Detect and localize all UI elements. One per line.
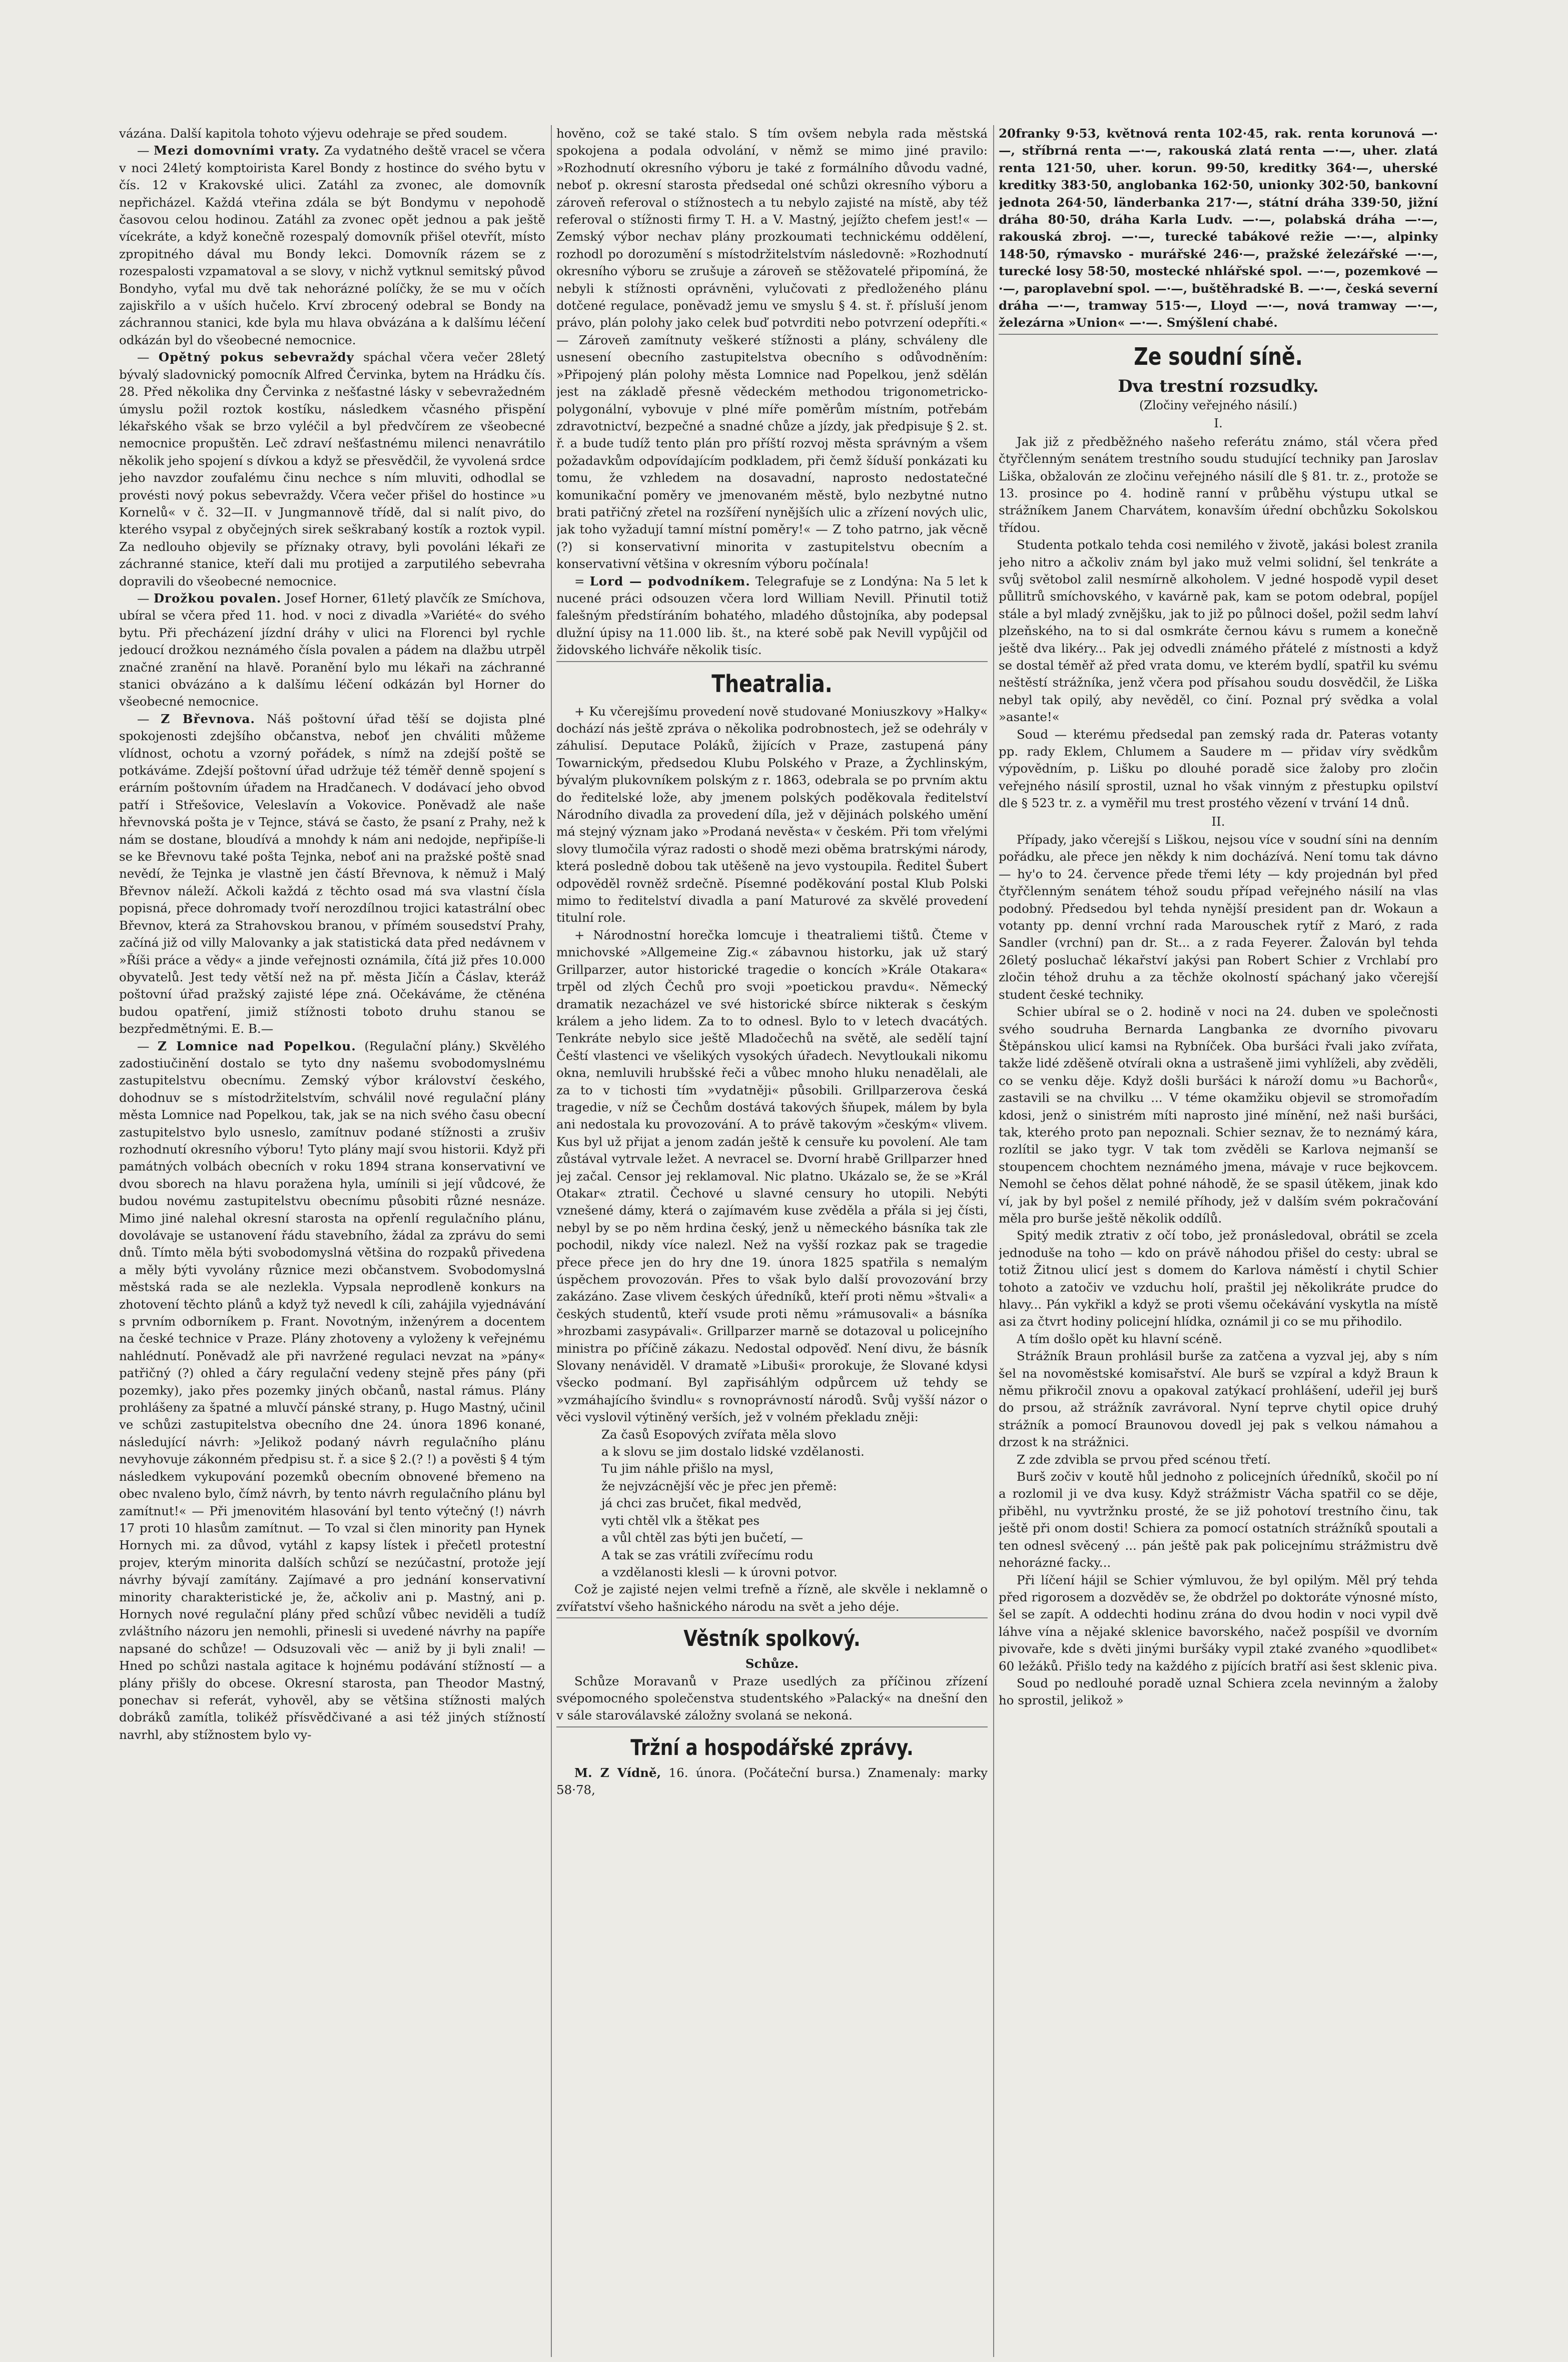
verse-line: Za časů Esopových zvířata měla slovo xyxy=(601,1427,837,1442)
court-paragraph: Studenta potkalo tehda cosi nemilého v životě, jakási bolest zranila jeho nitro a ačkoliv znám byl jako muž velmi solidní, šel tenkráte a svůj světobol zalil nesmírně alkoholem. V jedné hospodě vypil deset půllitrů smíchovského, v kavárně pak, kam se potom odebral, popíjel stále a byl mladý zvnějšku, jak to již po půlnoci došel, požil sedm lahví plzeňského, na to si dal osmkráte černou kávu s rumem a konečně ještě dva likéry... Pak jej odvedli známého přátelé z místnosti a když se dostal téměř až před vrata domu, ve kterém bydlí, spatřil ku svému neštěstí strážníka, jenž včera pod přísahou soudu dosvědčil, že Liška nebyl tak opilý, aby nevěděl, co činí. Poznal prý svědka a volal »asante!« xyxy=(999,537,1438,725)
court-paragraph: Případy, jako včerejší s Liškou, nejsou více v soudní síni na denním pořádku, ale přece jen někdy k nim docházívá. Není tomu tak dávno — hy'o to 24. července přede třemi léty — kdy projednán byl před čtyřčlenným senátem téhož soudu případ veřejného násilí na vlas podobný. Předsedou byl tehda nynější president pan dr. Wokaun a votanty pp. denní vrchní rada Marouschek rytíř z Maró, z rada Sandler (vrchní) pan dr. St... a z rada Feyerer. Žalován byl tehda 26letý posluchač lékařství jakýsi pan Robert Schier z Vrchlabí pro zločin téhož druhu a za těchže okolností spáchaný jako včerejší student české techniky. xyxy=(999,832,1438,1002)
verse-line: vyti chtěl vlk a štěkat pes xyxy=(601,1513,760,1528)
theatre-item: + Národnostní horečka lomcuje i theatraliemi tištů. Čteme v mnichovské »Allgemeine Zig.« zábavnou historku, jak už starý Grillparzer, autor historické tragedie o koncích »Krále Otakara« trpěl od zlých Čechů pro svoji »poetickou pravdu«. Německý dramatik nezacházel ve své historické sbírce nikterak s českým králem a jeho lidem. Za to to odnesl. Bylo to v letech dvacátých. Tenkráte nebylo sice ještě Mladočechů na světě, ale sedělí tajní Čeští vlastenci ve všelikých vysokých úřadech. Nevytloukali nikomu okna, nemluvili hrubšské řeči a vůbec mnoho hluku nenadělali, ale za to v tichosti tím »vydatněji« působili. Grillparzerova česká tragedie, v níž se Čechům dostává takových šňupek, málem by byla ani nedostala ku provozování. A to právě takovým »českým« vlivem. Kus byl už přijat a jenom zadán ještě k censuře ku povolení. Ale tam zůstával vytrvale ležet. A nevracel se. Dvorní hrabě Grillparzer hned jej začal. Censor jej reklamoval. Nic platno. Ukázalo se, že se »Král Otakar« ztratil. Čechové u slavné censury ho utopili. Nebýti vznešené dámy, která o zajímavém kuse zvěděla a přála si jej čísti, nebyl by se po něm hrdina český, jenž u německého básníka tak zle pochodil, nikdy více nalezl. Než na vyšší rozkaz pak se tragedie přece přece jen do hry dne 19. února 1825 spatřila s nemalým úspěchem provozován. Přes to však bylo další provozování brzy zakázáno. Zase vlivem českých úředníků, kteří proti němu »štvali« a českých studentů, kteří vsude proti němu »rámusovali« a básníka »hrozbami zasypávali«. Grillparzer marně se dotazoval u policejního ministra po příčině zákazu. Nedostal odpověď. Není divu, že básník Slovany nenáviděl. V dramatě »Libuši« prorokuje, že Slované kdysi všecko podmaní. Byl zapřisáhlým odpůrcem už tehdy se »vzmáhajícího švindlu« s rovnoprávností národů. Svůj vyšší názor o věci vyslovil výtiněný verších, jež v volném překladu zněji: xyxy=(556,927,988,1425)
column-left xyxy=(119,125,545,2357)
news-item: — Opětný pokus sebevraždy spáchal včera večer 28letý bývalý sladovnický pomocník Alfred Červinka, bytem na Hrádku čís. 28. Před několika dny Červinka z nešťastné lásky v sebevražedném úmyslu požil roztok kostíku, následkem včasného přispění lékařského však se brzo vyléčil a byl předvčírem ze všeobecné nemocnice propuštěn. Leč zdraví nešťastnému milenci nenavrátilo několik jeho spojení s dívkou a když se přesvědčil, že vyvolená srdce jeho navzdor zoufalému činu nechce s ním mluviti, odhodlal se provésti nový pokus sebevraždy. Včera večer přišel do hostince »u Kornelů« v č. 32—II. v Jungmannově třídě, dal si nalít pivo, do kterého vsypal z obyčejných sirek seškrabaný kostík a roztok vypil. Za nedlouho objevily se příznaky otravy, byli povoláni lékaři ze záchranné stanice, kteří dali mu protijed a zarputilého sebevraha dopravili do všeobecné nemocnice. xyxy=(119,350,545,588)
news-item-headline: Mezi domovními vraty. xyxy=(154,143,320,158)
news-item: = Lord — podvodníkem. Telegrafuje se z Londýna: Na 5 let k nucené práci odsouzen včera lord William Nevill. Přinutil totiž falešným předstíráním bohatého, mladého důstojníka, aby podepsal dlužní úpisy na 11.000 lib. št., na které sobě pak Nevill vypůjčil od židovského lichváře několik tisíc. xyxy=(556,573,988,658)
article-subheadline: (Zločiny veřejného násilí.) xyxy=(1139,398,1298,412)
news-item-headline: Drožkou povalen. xyxy=(153,590,282,606)
news-item: — Drožkou povalen. Josef Horner, 61letý plavčík ze Smíchova, ubíral se včera před 11. hod. v noci z divadla »Variété« do svého bytu. Při přecházení jízdní dráhy v ulici na Florenci byl rychle jedoucí drožkou neznámého čísla povalen a pádem na dlažbu utrpěl značné zranění na hlavě. Poranění bylo mu lékaři na záchranné stanici obvázáno a k dalšímu léčení odkázán byl Horner do všeobecné nemocnice. xyxy=(119,590,545,709)
subsection-title: Schůze. xyxy=(745,1656,799,1671)
article-headline: Dva trestní rozsudky. xyxy=(1118,376,1319,396)
verse-block xyxy=(556,1426,988,1581)
news-item: — Z Lomnice nad Popelkou. (Regulační plány.) Skvělého zadostiučinění dostalo se tyto dny našemu svobodomyslnému zastupitelstvu obecnímu. Zemský výbor království českého, dohodnuv se s místodržitelstvím, schválil nové regulační plány města Lomnice nad Popelkou, tak, jak se na nich svého času obecní zastupitelstvo bylo usneslo, zamítnuv podané stížnosti a zrušiv rozhodnutí okresního výboru! Tyto plány mají svou historii. Když při památných volbách obecních v roku 1894 strana konservativní ve dvou sborech na hlavu poražena hyla, umínili si její vůdcové, že budou novému zastupitelstvu obecnímu působiti různé nesnáze. Mimo jiné nalehal okresní starosta na opřenlí regulačního plánu, dovolávaje se ustanovení řádu stavebního, žádal za zprávu do semi dnů. Tímto měla býti svobodomyslná většina do rozpaků přivedena a měly býti vyvolány různice mezi občanstvem. Svobodomyslná městská rada se ale nezlekla. Vypsala neprodleně konkurs na zhotovení těchto plánů a když tyž nevedl k cíli, zahájila vyjednávání s prvním odborníkem p. Frant. Novotným, inženýrem a docentem na české technice v Praze. Plány zhotoveny a vyloženy k veřejnému nahlédnutí. Poněvadž ale při navržené regulaci nevzat na »pány« patřičný (?) ohled a čáry regulační vedeny stejně přes pány (při pozemky), jako přes pozemky jiných občanů, nastal rámus. Plány prohlášeny za špatné a mluvčí pánské strany, p. Hugo Mastný, učinil ve schůzi zastupitelstva obecního dne 24. února 1896 konané, následující návrh: »Jelikož podaný návrh regulačního plánu nevyhovuje zákonném předpisu st. ř. a sice § 2.(? !) a pověsti § 4 tým následkem vykupování pozemků obecním obnovené břemeno na obec nvaleno bylo, čímž návrh, by tento návrh regulačního plánu byl zamítnut!« — Při jmenovitém hlasování byl tento výtečný (!) návrh 17 proti 10 hlasům zamítnut. — To vzal si člen minority pan Hynek Hornych mi. za důvod, vytáhl z kapsy lístek i přečetl protestní projev, kterým minorita dalších schůzí se nezúčastní, protože její návrhy bývají zamítány. Zajímavé a pro jednání konservativní minority charakteristické je, že, ačkoliv ani p. Mastný, ani p. Hornych nové regulační plány před schůzí vůbec neviděli a tudíž zvláštního názoru jen nemohli, přinesli si uvedené návrhy na papíře napsané do schůze! — Odsuzovali věc — aniž by ji byli znali! — Hned po schůzi nastala agitace k hojnému podávání stížností — a plány přišly do obcese. Okresní starosta, pan Theodor Mastný, ponechav si referát, vyhověl, aby se většina stížnosti malých dobráků zamítla, tolikéž přísvědčivané a asi též jiných stížností navrhl, aby stížnostem bylo vy- xyxy=(119,1038,545,1742)
column-right xyxy=(999,125,1438,2357)
court-paragraph: Jak již z předběžného našeho referátu známo, stál včera před čtyřčlenným senátem trestního soudu studující techniky pan Jaroslav Liška, obžalován ze zločinu veřejného násilí dle § 81. tr. z., protože se 13. prosince po 4. hodině ranní v průběhu výstupu utkal se strážníkem Janem Charvátem, konavším úřední obchůzku Sokolskou třídou. xyxy=(999,434,1438,535)
market-report xyxy=(556,1764,988,1799)
news-item-body: Telegrafuje se z Londýna: Na 5 let k nucené práci odsouzen včera lord William Nevill. Přinutil totiž falešným předstíráním bohatého, mladého důstojníka, aby podepsal dlužní úpisy na 11.000 lib. št., na které sobě pak Nevill vypůjčil od židovského lichváře několik tisíc. xyxy=(556,573,988,658)
court-paragraph: Strážník Braun prohlásil burše za zatčena a vyzval jej, aby s ním šel na novoměstské komisařství. Ale burš se vzpíral a když Braun k němu přikročil znovu a opakoval zatýkací prohlášení, udeřil jej burš do prsou, až strážník zavrávoral. Nyní teprve chytil opice druhý strážník a pomocí Braunovou dovedl jej pak s velkou námahou a drzost k na strážnici. xyxy=(999,1349,1438,1450)
court-paragraph: Schier ubíral se o 2. hodině v noci na 24. duben ve společnosti svého soudruha Bernarda Langbanka ze dvorního pivovaru Štěpánskou ulicí kamsi na Rybníček. Oba buršáci řvali jako zvířata, takže lidé zděšeně otvírali okna a ustrašeně jimi vyhlíželi, aby zvěděli, co se venku děje. Když došli buršáci k nároží domu »u Bachorů«, zastavili se na chvilku ... V téme okamžiku objevil se stromořadím kdosi, jenž o sinistrém míti naprosto jiné mínění, než naši buršáci, tak, kterého proto pan nepoznali. Schier seznav, že to neznámý kára, rozlítil se jako tygr. V tak tom zvěděli se Karlova nejmanší se stoupencem chochtem neznámého jmena, mávaje v ruce bejkovcem. Nemohl se čehos dělat pohné náhodě, že se spasil útěkem, jinak kdo ví, jak by byl pošel z nemilé příhody, jež v dalším svém pokračování měla pro burše ještě několik oddílů. xyxy=(999,1004,1438,1226)
verse-line: a vůl chtěl zas býti jen bučetí, — xyxy=(601,1530,804,1545)
article-continuation: vázána. Další kapitola tohoto výjevu odehraje se před soudem. xyxy=(119,126,508,141)
section-heading-spolkovy: Věstník spolkový. xyxy=(683,1626,861,1652)
verse-line: že nejvzácnější věc je přec jen přemě: xyxy=(601,1478,837,1493)
verse-line: a vzdělanosti klesli — k úrovni potvor. xyxy=(601,1564,838,1579)
market-report-body: 16. února. (Počáteční bursa.) Znamenaly: marky 58·78, xyxy=(556,1765,988,1798)
section-number: I. xyxy=(1214,416,1223,431)
news-item-body: Náš poštovní úřad těší se dojista plné spokojenosti zdejšího občanstva, neboť jen chváliti můžeme vlídnost, ochotu a vzorný pořádek, s nímž na zdejší poště se potkáváme. Zdejší poštovní úřad udržuje též téměř denně spojení s erárním poštovním úřadem na Hradčanech. V dodávací jeho obvod patří i Střešovice, Veleslavín a Vokovice. Poněvadž ale naše hřevnovská pošta je v Tejnce, stává se často, že psaní z Prahy, než k nám se dostane, bloudívá a mnohdy k nám ani nedojde, nepřipíše-li se ke Břevnovu také pošta Tejnka, neboť ani na pražské poště snad nevědí, že Tejnka je vlastně jen částí Břevnova, k němuž i Malý Břevnov náleží. Ačkoli každá z těchto osad má sva vlastní čísla popisná, přece dohromady tvoří nerozdílnou trojici katastrální obec Břevnov, která za Strahovskou branou, v přímém sousedství Prahy, začíná již od villy Malovanky a jak statistická data před nedávnem v »Říši práce a vědy« a jinde veřejnosti oznámila, čítá již přes 10.000 obyvatelů. Jest tedy větší než na př. města Jičín a Čáslav, kteráž poštovní úřad pražský zajisté lépe zná. Očekáváme, že ctěnéna budou opatření, jimiž stížnosti toboto druhu stanou se bezpředmětnými. xyxy=(119,711,545,1036)
theatre-item: Což je zajisté nejen velmi trefně a řízně, ale skvěle i neklamně o zvířatství všeho hašnického národu na svět a jeho déje. xyxy=(556,1582,988,1614)
cross-mark-icon: + xyxy=(574,927,593,942)
verse-line: A tak se zas vrátili zvířecímu rodu xyxy=(601,1547,814,1562)
news-item-body: Za vydatného deště vracel se včera v noci 24letý komptoirista Karel Bondy z hostince do svého bytu v čís. 12 v Krakovské ulici. Zatáhl za zvonec, ale domovník nepřicházel. Každá vteřina zdála se být Bondymu v nepohodě časovou celou hodinou. Zatáhl za zvonec opět jednou a pak ještě vícekráte, a když konečně rozespalý domovník přišel otevřít, místo zpropitného dával mu Bondy lekci. Domovník rázem se z rozespalosti vzpamatoval a se slovy, v nichž vytknul semitský původ Bondyho, vyťal mu dvě tak nehorázné políčky, že se mu v očích zajiskřilo a v uších hučelo. Krví zbrocený odebral se Bondy na záchrannou stanici, kde byla mu hlava obvázána a k dalšímu léčení odkázán byl do všeobecné nemocnice. xyxy=(119,143,545,347)
market-report-lead: M. Z Vídně, xyxy=(574,1765,661,1780)
verse-line: a k slovu se jim dostalo lidské vzdělanosti. xyxy=(601,1444,865,1459)
club-notice: Schůze Moravanů v Praze usedlých za příčinou zřízení svépomocného společenstva studentského »Palacký« na dnešní den v sále staroválavské záložny svolaná se nekoná. xyxy=(556,1673,988,1723)
section-divider xyxy=(556,1617,988,1618)
news-item: — Z Břevnova. Náš poštovní úřad těší se dojista plné spokojenosti zdejšího občanstva, neboť jen chváliti můžeme vlídnost, ochotu a vzorný pořádek, s nímž na zdejší poště se potkáváme. Zdejší poštovní úřad udržuje též téměř denně spojení s erárním poštovním úřadem na Hradčanech. V dodávací jeho obvod patří i Střešovice, Veleslavín a Vokovice. Poněvadž ale naše hřevnovská pošta je v Tejnce, stává se často, že psaní z Prahy, než k nám se dostane, bloudívá a mnohdy k nám ani nedojde, nepřipíše-li se ke Břevnovu také pošta Tejnka, neboť ani na pražské poště snad nevědí, že Tejnka je vlastně jen částí Břevnova, k němuž i Malý Břevnov náleží. Ačkoli každá z těchto osad má sva vlastní čísla popisná, přece dohromady tvoří nerozdílnou trojici katastrální obec Břevnov, která za Strahovskou branou, v přímém sousedství Prahy, začíná již od villy Malovanky a jak statistická data před nedávnem v »Říši práce a vědy« a jinde veřejnosti oznámila, čítá již přes 10.000 obyvatelů. Jest tedy větší než na př. města Jičín a Čáslav, kteráž poštovní úřad pražský zajisté lépe zná. Očekáváme, že ctěnéna budou opatření, jimiž stížnosti toboto druhu stanou se bezpředmětnými. E. B.— xyxy=(119,711,545,1036)
article-continuation: hověno, což se také stalo. S tím ovšem nebyla rada městská spokojena a podala odvolání, v němž se mimo jiné pravilo: »Rozhodnutí okresního výboru je také z formálního důvodu vadné, neboť p. okresní starosta předsedal oné schůzi okresního výboru a zároveň referoval o stížnostech a tu nebylo zajisté na místě, aby též referoval o stížnosti firmy T. H. a V. Mastný, jejížto chefem jest!« — Zemský výbor nechav plány prozkoumati technickému oddělení, rozhodl po dorozumění s místodržitelstvím následovně: »Rozhodnutí okresního výboru se zrušuje a zároveň se stěžovatelé připomíná, že nebyli k stížnosti oprávněni, vylučovati z předloženého plánu dotčené regulace, poněvadž jemu ve smyslu § 4. st. ř. přísluší jenom právo, plán polohy jako celek buď potvrditi nebo potvrzení odepříti.« — Zároveň zamítnuty veškeré stížnosti a plány, schváleny dle usnesení obecního zastupitelstva obecního s odůvodněním: »Připojený plán polohy města Lomnice nad Popelkou, jenž sdělán jest na základě přesně vědeckém methodou trigonometricko-polygonální, vybovuje v plné míře poměrům místním, potřebám zdravotnictví, bezpečné a snadné chůze a jízdy, jak předpisuje § 2. st. ř. a bude tudíž tento plán pro příští rozvoj města správným a všem požadavkům odpovídajícím podkladem, při čemž šíduší ponkázati ku tomu, že vzhledem na dosavadní, naprosto nedostatečné komunikační poměry ve jmenovaném městě, bylo nezbytné nutno brati patřičný zřetel na rozšíření nynějších ulic a zřízení nových ulic, jak toho vyžadují tamní místní poměry!« — Z toho patrno, jak věcně (?) si konservativní minorita v zastupitelstvu obecním a konservativní většina v okresním výboru počínala! xyxy=(556,126,988,571)
court-paragraph: Burš zočiv v koutě hůl jednoho z policejních úředníků, skočil po ní a rozlomil ji ve dva kusy. Když strážmistr Vácha spatřil co se děje, přiběhl, nu vyvtržnku prosté, že se již pohotoví trestního činu, tak ještě při onom dosti! Schiera za pomocí ostatních strážníků spoutali a ten odnesl svěcený ... pán ještě pak pak policejnímu strážmistru dvě nehorázné facky... xyxy=(999,1469,1438,1570)
section-number: II. xyxy=(1211,814,1225,829)
news-item-headline: Z Břevnova. xyxy=(161,711,256,726)
market-report-continuation: 20franky 9·53, květnová renta 102·45, rak. renta korunová —·—, stříbrná renta —·—, rakouská zlatá renta —·—, uher. zlatá renta 121·50, uher. korun. 99·50, kreditky 364·—, uherské kreditky 383·50, anglobanka 162·50, unionky 302·50, bankovní jednota 264·50, länderbanka 217·—, státní dráha 339·50, jižní dráha 80·50, dráha Karla Ludv. —·—, polabská dráha —·—, rakouská zbroj. —·—, turecké tabákové režie —·—, alpinky 148·50, rýmavsko - murářské 246·—, pražské železářské —·—, turecké losy 58·50, mostecké nhlářské spol. —·—, pozemkové —·—, paroplavební spol. —·—, buštěhradské B. —·—, česká severní dráha —·—, tramway 515·—, Lloyd —·—, nová tramway —·—, železárna »Union« —·—. Smýšlení chabé. xyxy=(999,126,1438,330)
court-paragraph: Soud — kterému předsedal pan zemský rada dr. Pateras votanty pp. rady Eklem, Chlumem a Saudere m — přidav víry svědkům výpovědním, p. Lišku po dlouhé poradě sice žaloby pro zločin veřejného násilí sprostil, uznal ho však vinným z přestupku opilství dle § 523 tr. z. a vyměřil mu trest prostého vězení v trvání 14 dnů. xyxy=(999,727,1438,811)
court-paragraph: A tím došlo opět ku hlavní scéně. xyxy=(1017,1331,1222,1346)
section-heading-trzni: Tržní a hospodářské zprávy. xyxy=(630,1734,914,1760)
cross-mark-icon: + xyxy=(574,704,589,719)
news-item-body: Josef Horner, 61letý plavčík ze Smíchova, ubíral se včera před 11. hod. v noci z divadla »Variété« do svého bytu. Při přecházení jízdní dráhy v ulici na Florenci byl rychle jedoucí drožkou neznámého čísla povalen a pádem na dlažbu utrpěl značné zranění na hlavě. Poranění bylo mu lékaři na záchranné stanici obvázáno a k dalšímu léčení odkázán byl Horner do všeobecné nemocnice. xyxy=(119,590,545,709)
section-heading-soud: Ze soudní síně. xyxy=(1134,342,1303,371)
theatre-item: + Ku včerejšímu provedení nově studované Moniuszkovy »Halky« dochází nás ještě zpráva o několika podrobnostech, jež se odehrály v záhulisí. Deputace Poláků, žijících v Praze, zastupená pány Towarnickým, předsedou Klubu Polského v Praze, a Żychlinským, bývalým plukovníkem polským z r. 1863, odebrala se po prvním aktu do ředitelské lože, aby jmenem polských poděkovala ředitelství Národního divadla za provedení díla, jež v dějinách polského umění má stejný význam jako »Prodaná nevěsta« v českém. Při tom vřelými slovy tlumočila výraz radosti o shodě mezi oběma bratrskými národy, která posledně dobou tak utěšeně na jevo vystoupila. Ředitel Šubert odpověděl rovněž srdečně. Písemné poděkování postal Klub Polski mimo to ředitelství divadla a paní Maturové za skvělé provedení titulní role. xyxy=(556,704,988,925)
column-rule xyxy=(551,125,552,2357)
news-item-signature: E. B.— xyxy=(231,1021,274,1036)
section-divider xyxy=(999,334,1438,335)
column-rule xyxy=(993,125,994,2357)
news-item-headline: Z Lomnice nad Popelkou. xyxy=(158,1038,356,1053)
section-heading-theatralia: Theatralia. xyxy=(711,670,833,698)
news-item: — Mezi domovními vraty. Za vydatného deště vracel se včera v noci 24letý komptoirista Karel Bondy z hostince do svého bytu v čís. 12 v Krakovské ulici. Zatáhl za zvonec, ale domovník nepřicházel. Každá vteřina zdála se být Bondymu v nepohodě časovou celou hodinou. Zatáhl za zvonec opět jednou a pak ještě vícekráte, a když konečně rozespalý domovník přišel otevřít, místo zpropitného dával mu Bondy lekci. Domovník rázem se z rozespalosti vzpamatoval a se slovy, v nichž vytknul semitský původ Bondyho, vyťal mu dvě tak nehorázné políčky, že se mu v očích zajiskřilo a v uších hučelo. Krví zbrocený odebral se Bondy na záchrannou stanici, kde byla mu hlava obvázána a k dalšímu léčení odkázán byl do všeobecné nemocnice. xyxy=(119,143,545,347)
section-divider xyxy=(556,661,988,662)
court-paragraph: Spitý medik ztrativ z očí tobo, jež pronásledoval, obrátil se zcela jednoduše na toho — kdo on právě náhodou přišel do cesty: ubral se totiž Žitnou ulicí jest s domem do Karlova náměstí i chytil Schier tohoto a zatočiv ve vzduchu holí, praštil jej několikráte prudce do hlavy... Pán vykřikl a když se proti všemu očekávání vyskytla na místě asi za čtvrt hodiny policejní hlídka, oznámil ji co se mu přihodilo. xyxy=(999,1228,1438,1329)
news-item-headline: Opětný pokus sebevraždy xyxy=(158,350,354,365)
section-divider xyxy=(556,1726,988,1727)
court-paragraph: Soud po nedlouhé poradě uznal Schiera zcela nevinným a žaloby ho sprostil, jelikož » xyxy=(999,1675,1438,1708)
verse-line: Tu jim náhle přišlo na mysl, xyxy=(601,1461,774,1476)
verse-line: já chci zas bručet, fikal medvěd, xyxy=(601,1496,802,1511)
news-item-body: spáchal včera večer 28letý bývalý sladovnický pomocník Alfred Červinka, bytem na Hrádku čís. 28. Před několika dny Červinka z nešťastné lásky v sebevražedném úmyslu požil roztok kostíku, následkem včasného přispění lékařského však se brzo vyléčil a byl předvčírem ze všeobecné nemocnice propuštěn. Leč zdraví nešťastnému milenci nenavrátilo několik jeho spojení s dívkou a když se přesvědčil, že vyvolená srdce jeho navzdor zoufalému činu nechce s ním mluviti, odhodlal se provésti nový pokus sebevraždy. Včera večer přišel do hostince »u Kornelů« v č. 32—II. v Jungmannově třídě, dal si nalít pivo, do kterého vsypal z obyčejných sirek seškrabaný kostík a roztok vypil. Za nedlouho objevily se příznaky otravy, byli povoláni lékaři ze záchranné stanice, kteří dali mu protijed a zarputilého sebevraha dopravili do všeobecné nemocnice. xyxy=(119,350,545,588)
news-item-headline: Lord — podvodníkem. xyxy=(589,573,750,588)
court-paragraph: Z zde zdvibla se prvou před scénou třetí. xyxy=(1017,1452,1271,1467)
news-item-body: (Regulační plány.) Skvělého zadostiučinění dostalo se tyto dny našemu svobodomyslnému zastupitelstvu obecnímu. Zemský výbor království českého, dohodnuv se s místodržitelstvím, schválil nové regulační plány města Lomnice nad Popelkou, tak, jak se na nich svého času obecní zastupitelstvo bylo usneslo, zamítnuv podané stížnosti a zrušiv rozhodnutí okresního výboru! Tyto plány mají svou historii. Když při památných volbách obecních v roku 1894 strana konservativní ve dvou sborech na hlavu poražena hyla, umínili si její vůdcové, že budou novému zastupitelstvu obecnímu působiti různé nesnáze. Mimo jiné nalehal okresní starosta na opřenlí regulačního plánu, dovolávaje se ustanovení řádu stavebního, žádal za zprávu do semi dnů. Tímto měla býti svobodomyslná většina do rozpaků přivedena a měly býti vyvolány různice mezi občanstvem. Svobodomyslná městská rada se ale nezlekla. Vypsala neprodleně konkurs na zhotovení těchto plánů a když tyž nevedl k cíli, zahájila vyjednávání s prvním odborníkem p. Frant. Novotným, inženýrem a docentem na české technice v Praze. Plány zhotoveny a vyloženy k veřejnému nahlédnutí. Poněvadž ale při navržené regulaci nevzat na »pány« patřičný (?) ohled a čáry regulační vedeny stejně přes pány (při pozemky), jako přes pozemky jiných občanů, nastal rámus. Plány prohlášeny za špatné a mluvčí pánské strany, p. Hugo Mastný, učinil ve schůzi zastupitelstva obecního dne 24. února 1896 konané, následující návrh: »Jelikož podaný návrh regulačního plánu nevyhovuje zákonném předpisu st. ř. a sice § 2.(? !) a pověsti § 4 tým následkem vykupování pozemků obecním obnovené břemeno na obec nvaleno bylo, čímž návrh, by tento návrh regulačního plánu byl zamítnut!« — Při jmenovitém hlasování byl tento výtečný (!) návrh 17 proti 10 hlasům zamítnut. — To vzal si člen minority pan Hynek Hornych mi. za důvod, vytáhl z kapsy lístek i přečetl protestní projev, kterým minorita dalších schůzí se nezúčastní, protože její návrhy bývají zamítány. Zajímavé a pro jednání konservativní minority charakteristické je, že, ačkoliv ani p. Mastný, ani p. Hornych nové regulační plány před schůzí vůbec neviděli a tudíž zvláštního názoru jen nemohli, přinesli si uvedené návrhy na papíře napsané do schůze! — Odsuzovali věc — aniž by ji byli znali! — Hned po schůzi nastala agitace k hojnému podávání stížností — a plány přišly do obcese. Okresní starosta, pan Theodor Mastný, ponechav si referát, vyhověl, aby se většina stížnosti malých dobráků zamítla, tolikéž přísvědčivané a asi též jiných stížností navrhl, aby stížnostem bylo vy- xyxy=(119,1038,545,1742)
court-paragraph: Při líčení hájil se Schier výmluvou, že byl opilým. Měl prý tehda před rigorosem a dozvěděv se, že obdržel po doktoráte výnosné místo, šel se zapít. A oddechti hodinu zrána do dvou hodin v noci vypil dvě láhve vína a nějaké sklenice bavorského, načež pospíšil ve dvorním pivovaře, kde s dvěti jinými buršáky vypil ztaké zvaného »quodlibet« 60 ležáků. Přišlo tedy na každého z pijících bratří asi šest sklenic piva. xyxy=(999,1572,1438,1673)
column-middle xyxy=(556,125,988,2357)
